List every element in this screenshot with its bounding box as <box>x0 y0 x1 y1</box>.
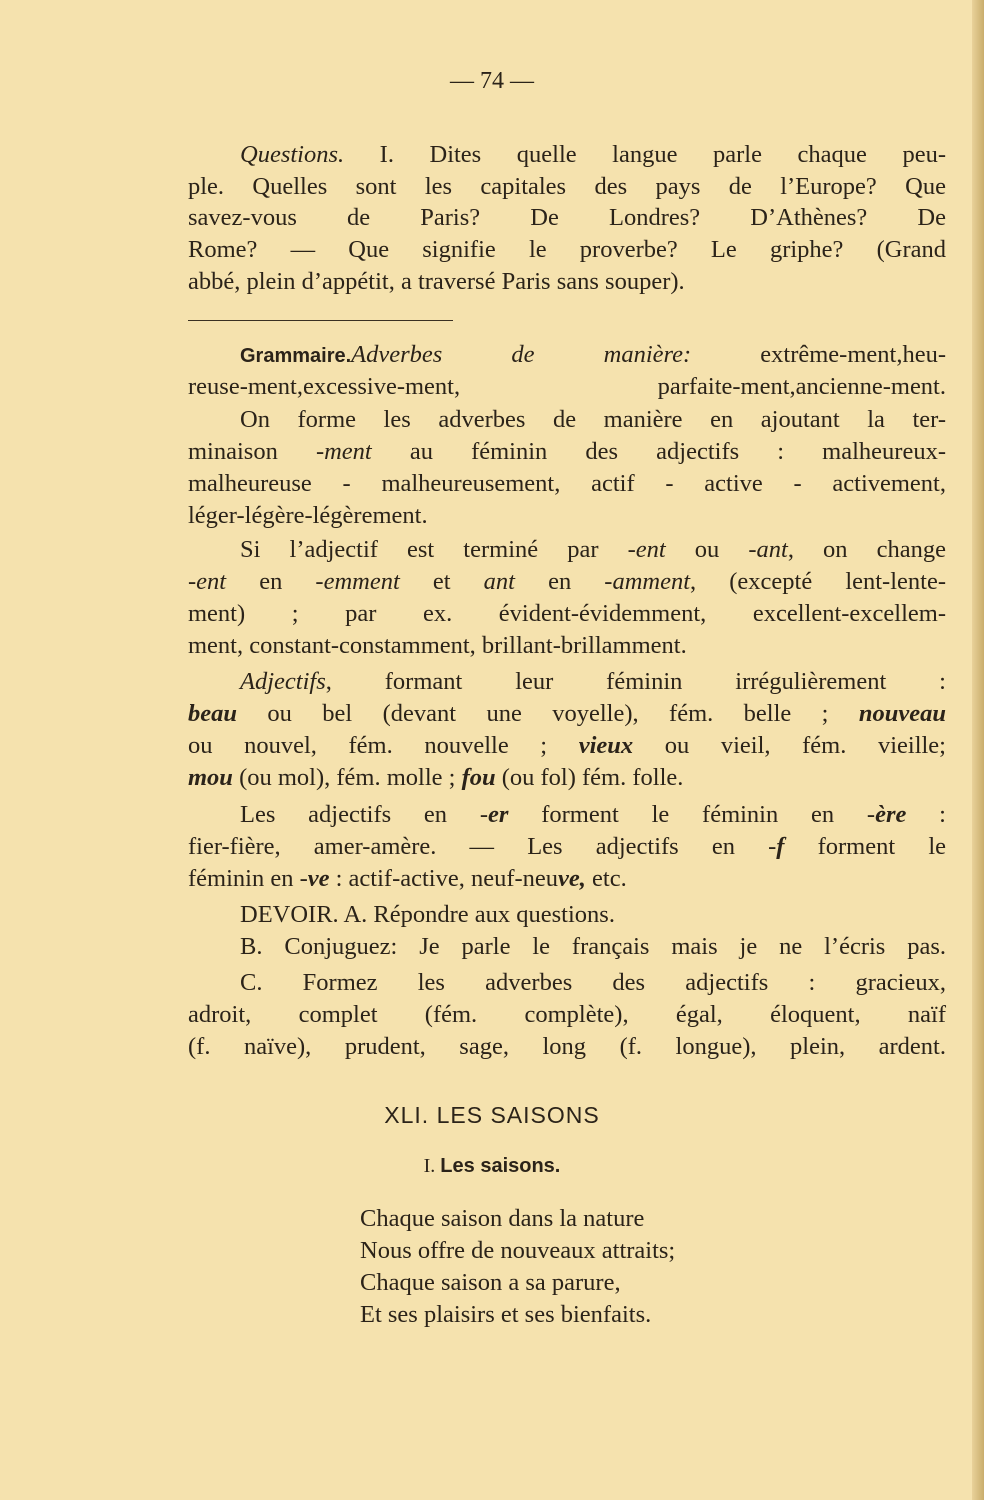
text-segment: ou bel (devant une voyelle), fém. belle ; <box>237 700 859 727</box>
page-number: — 74 — <box>450 68 534 94</box>
text-segment: léger-légère-légèrement. <box>188 502 428 529</box>
text-line <box>188 763 946 793</box>
text-segment: fier-fière, amer-amère. — Les adjectifs en - <box>188 833 777 860</box>
subsection-title <box>0 1155 984 1178</box>
text-segment: nouveau <box>858 700 946 727</box>
text-line <box>240 900 946 930</box>
text-segment: : <box>906 801 946 828</box>
text-segment: Adjectifs <box>240 668 326 695</box>
text-line <box>188 469 946 499</box>
text-segment: - <box>188 568 197 595</box>
subsection-label: Les saisons. <box>440 1155 561 1177</box>
text-line <box>188 235 946 265</box>
text-line <box>188 437 946 467</box>
text-line <box>188 1032 946 1062</box>
text-segment: Rome? — Que signifie le proverbe? Le griphe? (Grand <box>188 236 946 263</box>
text-segment: ant <box>756 536 788 563</box>
text-line <box>240 535 946 565</box>
text-line <box>188 501 946 531</box>
text-segment: , (excepté lent-lente- <box>690 568 946 595</box>
text-segment: ère <box>875 801 907 828</box>
page-edge <box>972 0 984 1500</box>
section-divider <box>188 320 453 321</box>
text-line <box>188 172 946 202</box>
text-line <box>240 800 946 830</box>
text-segment: mou <box>188 764 233 791</box>
text-segment: et <box>399 568 484 595</box>
text-line <box>188 372 946 402</box>
text-segment: abbé, plein d’appétit, a traversé Paris sans souper). <box>188 268 685 295</box>
text-line <box>188 864 946 894</box>
text-segment: ou - <box>665 536 757 563</box>
text-segment: amment <box>612 568 691 595</box>
text-segment: forment le féminin en - <box>508 801 876 828</box>
text-segment: beau <box>188 700 237 727</box>
text-line <box>240 667 946 697</box>
text-line <box>188 699 946 729</box>
text-segment: (f. naïve), prudent, sage, long (f. longue), plein, ardent. <box>188 1033 946 1060</box>
text-line <box>188 567 946 597</box>
poem-line: Nous offre de nouveaux attraits; <box>360 1237 676 1264</box>
text-segment: extrême-ment,heu- <box>691 341 946 368</box>
text-segment: On forme les adverbes de manière en ajoutant la ter- <box>240 406 946 433</box>
text-line <box>188 267 946 297</box>
text-segment: reuse-ment,excessive-ment, parfaite-ment,ancienne-ment. <box>188 373 946 400</box>
text-segment: féminin en - <box>188 865 308 892</box>
text-line <box>240 405 946 435</box>
text-segment: Si l’adjectif est terminé par - <box>240 536 636 563</box>
text-segment: etc. <box>585 865 627 892</box>
text-line <box>188 1000 946 1030</box>
text-line <box>240 340 946 371</box>
section-title: XLI. LES SAISONS <box>384 1102 600 1128</box>
text-segment: ve, <box>558 865 586 892</box>
text-segment: ou vieil, fém. vieille; <box>633 732 946 759</box>
text-segment: adroit, complet (fém. complète), égal, éloquent, naïf <box>188 1001 946 1028</box>
text-line <box>240 932 946 962</box>
text-segment: ment, constant-constamment, brillant-brillamment. <box>188 632 687 659</box>
text-segment: savez-vous de Paris? De Londres? D’Athènes? De <box>188 204 946 231</box>
text-line <box>240 140 946 170</box>
subsection-number: I. <box>423 1155 436 1177</box>
text-segment: ent <box>196 568 227 595</box>
text-segment: B. Conjuguez: Je parle le français mais je ne l’écris pas. <box>240 933 946 960</box>
text-segment: emment <box>323 568 400 595</box>
text-line <box>188 599 946 629</box>
poem-line: Chaque saison a sa parure, <box>360 1269 621 1296</box>
text-segment: minaison - <box>188 438 325 465</box>
text-segment: fou <box>461 764 496 791</box>
text-segment: er <box>488 801 509 828</box>
text-segment: en - <box>514 568 613 595</box>
text-segment: (ou fol) fém. folle. <box>495 764 684 791</box>
text-segment: en - <box>226 568 324 595</box>
text-segment: f <box>776 833 785 860</box>
text-segment: malheureuse - malheureusement, actif - active - activement, <box>188 470 946 497</box>
poem-line: Et ses plaisirs et ses bienfaits. <box>360 1301 652 1328</box>
text-segment: vieux <box>578 732 634 759</box>
text-segment: ent <box>635 536 666 563</box>
text-segment: (ou mol), fém. molle ; <box>232 764 462 791</box>
text-segment: ment <box>324 438 372 465</box>
text-segment: C. Formez les adverbes des adjectifs : gracieux, <box>240 969 946 996</box>
text-segment: I. Dites quelle langue parle chaque peu- <box>344 141 946 168</box>
text-segment: , formant leur féminin irrégulièrement : <box>325 668 946 695</box>
text-line <box>188 203 946 233</box>
poem-line: Chaque saison dans la nature <box>360 1205 645 1232</box>
text-segment: Grammaire. <box>240 345 352 367</box>
text-segment: Adverbes de manière: <box>351 341 692 368</box>
text-segment: : actif-active, neuf-neu <box>329 865 559 892</box>
text-segment: , on change <box>787 536 946 563</box>
text-segment: forment le <box>784 833 946 860</box>
text-segment: ple. Quelles sont les capitales des pays de l’Europe? Que <box>188 173 946 200</box>
text-segment: au féminin des adjectifs : malheureux- <box>371 438 946 465</box>
text-segment: Les adjectifs en - <box>240 801 489 828</box>
text-line <box>188 832 946 862</box>
text-segment: DEVOIR. A. Répondre aux questions. <box>240 901 615 928</box>
text-line <box>188 731 946 761</box>
text-segment: ment) ; par ex. évident-évidemment, excellent-excellem- <box>188 600 946 627</box>
text-segment: ve <box>307 865 330 892</box>
text-segment: ou nouvel, fém. nouvelle ; <box>188 732 579 759</box>
text-segment: Questions. <box>240 141 345 168</box>
text-segment: ant <box>483 568 515 595</box>
text-line <box>240 968 946 998</box>
text-line <box>188 631 946 661</box>
